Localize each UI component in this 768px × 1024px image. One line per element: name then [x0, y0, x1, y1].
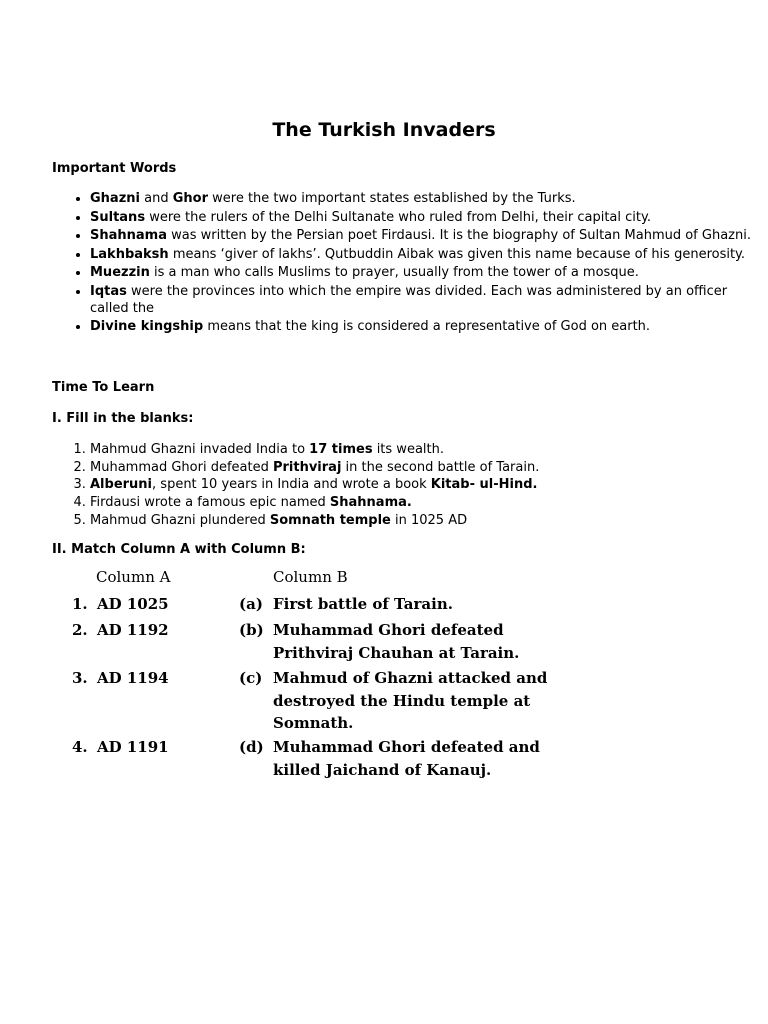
column-a-value: AD 1194	[97, 669, 169, 687]
important-words-heading: Important Words	[52, 161, 177, 176]
column-a-value: AD 1191	[97, 738, 169, 756]
list-item	[90, 190, 762, 207]
column-b-value	[273, 593, 453, 616]
answer: 17 times	[309, 442, 373, 457]
column-b-line: destroyed the Hindu temple at	[273, 691, 531, 710]
question-text: , spent 10 years in India and wrote a book	[152, 477, 431, 493]
row-number: 3.	[72, 669, 88, 687]
definition: is a man who calls Muslims to prayer, usually from the tower of a mosque.	[149, 265, 639, 280]
column-b-line: First battle of Tarain.	[273, 595, 453, 613]
list-item	[90, 246, 762, 263]
question-text: in the second battle of Tarain.	[341, 459, 540, 475]
list-item	[90, 283, 762, 317]
list-item	[90, 459, 762, 476]
column-b-header: Column B	[273, 568, 348, 586]
answer: Somnath temple	[269, 512, 391, 528]
term: Muezzin	[90, 265, 150, 280]
column-a-header: Column A	[96, 568, 171, 586]
important-words-list	[52, 190, 762, 337]
list-item	[90, 494, 762, 511]
column-a-value: AD 1025	[97, 595, 169, 613]
term: Iqtas	[90, 283, 127, 299]
term: Divine kingship	[90, 319, 204, 334]
connector-text: and	[139, 191, 173, 206]
term: Ghor	[172, 191, 208, 206]
definition: means ‘giver of lakhs’. Qutbuddin Aibak was given this name because of his generosity.	[168, 246, 746, 262]
list-item	[90, 264, 762, 281]
option-letter: (b)	[239, 621, 264, 639]
column-a-value: AD 1192	[97, 621, 169, 639]
answer: Alberuni	[90, 477, 153, 493]
question-text: Firdausi wrote a famous epic named	[90, 495, 330, 511]
answer: Prithviraj	[272, 459, 342, 475]
column-b-value	[273, 619, 519, 664]
list-item	[90, 476, 762, 493]
definition: were the provinces into which the empire was divided. Each was administered by an officer called the	[90, 283, 728, 316]
column-b-value	[273, 736, 540, 781]
term: Lakhbaksh	[90, 246, 169, 262]
column-b-line: Muhammad Ghori defeated and	[273, 738, 540, 756]
column-b-value	[273, 667, 547, 735]
list-item	[90, 441, 762, 458]
term: Sultans	[90, 209, 146, 225]
definition: were the rulers of the Delhi Sultanate who ruled from Delhi, their capital city.	[145, 209, 651, 225]
row-number: 2.	[72, 621, 88, 639]
term: Shahnama	[90, 228, 167, 243]
definition: was written by the Persian poet Firdausi. It is the biography of Sultan Mahmud of Ghazni.	[167, 228, 751, 243]
option-letter: (a)	[239, 595, 263, 613]
column-b-line: Muhammad Ghori defeated	[273, 621, 504, 639]
page-title: The Turkish Invaders	[272, 119, 496, 141]
answer: Kitab- ul-Hind.	[430, 477, 538, 493]
list-item	[90, 227, 762, 244]
list-item	[90, 209, 762, 226]
time-to-learn-heading: Time To Learn	[52, 380, 155, 395]
match-heading: II. Match Column A with Column B:	[52, 542, 306, 557]
list-item	[90, 512, 762, 529]
term: Ghazni	[90, 191, 140, 206]
question-text: in 1025 AD	[390, 512, 468, 528]
row-number: 1.	[72, 595, 88, 613]
answer: Shahnama.	[329, 495, 412, 511]
column-b-line: Mahmud of Ghazni attacked and	[273, 669, 548, 687]
column-b-line: Somnath.	[273, 714, 354, 732]
column-b-line: Prithviraj Chauhan at Tarain.	[273, 643, 520, 662]
definition: means that the king is considered a representative of God on earth.	[203, 319, 651, 334]
question-text: its wealth.	[372, 442, 444, 457]
fill-blanks-heading: I. Fill in the blanks:	[52, 411, 194, 426]
column-b-line: killed Jaichand of Kanauj.	[273, 760, 492, 779]
option-letter: (d)	[239, 738, 264, 756]
question-text: Mahmud Ghazni invaded India to	[90, 442, 310, 457]
question-text: Muhammad Ghori defeated	[90, 459, 273, 475]
fill-blanks-list	[52, 441, 762, 529]
list-item	[90, 318, 762, 335]
definition: were the two important states established by the Turks.	[208, 191, 576, 206]
row-number: 4.	[72, 738, 88, 756]
question-text: Mahmud Ghazni plundered	[90, 512, 270, 528]
option-letter: (c)	[239, 669, 263, 687]
